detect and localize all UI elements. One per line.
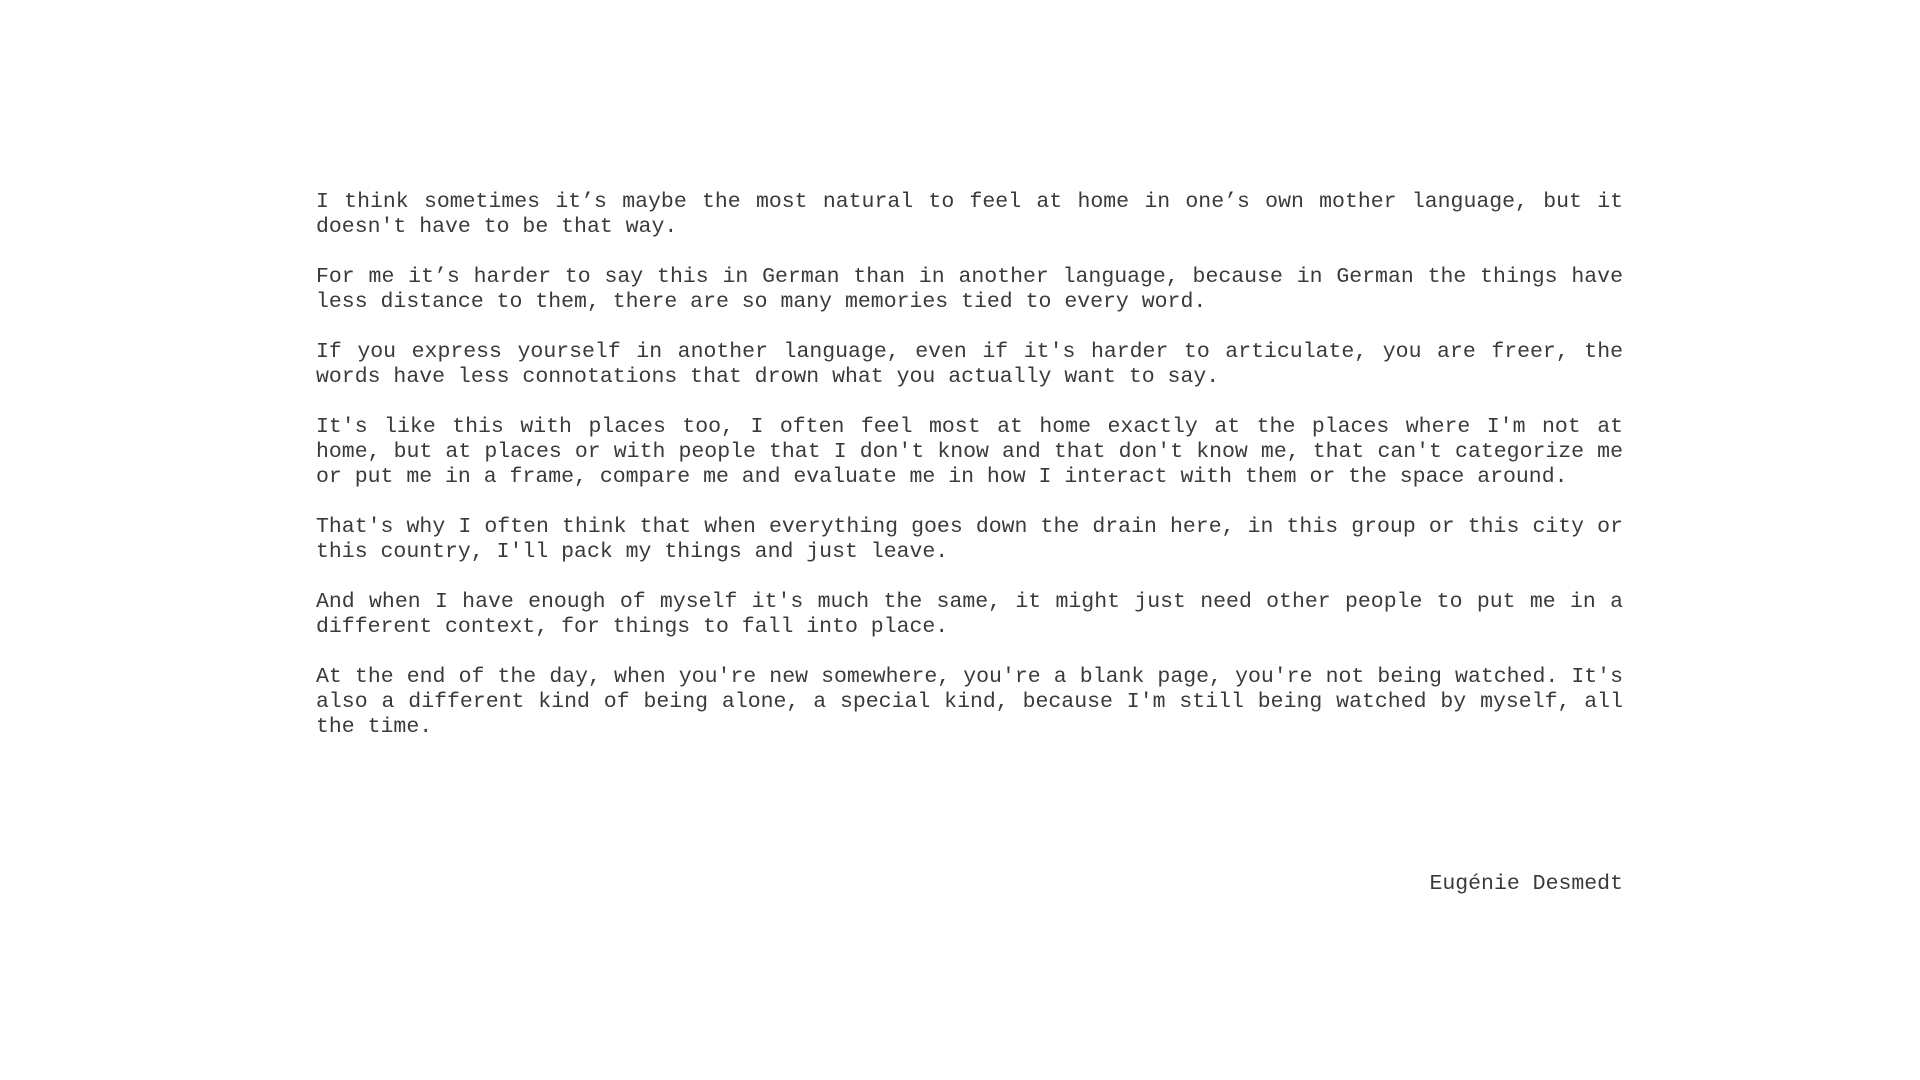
paragraph: It's like this with places too, I often feel most at home exactly at the places where I'm not at home, but at places or with people that I don't know and that don't know me, that can't categorize me or put me in a frame, compare me and evaluate me in how I interact with them or the space around.: [316, 415, 1623, 489]
paragraph: And when I have enough of myself it's much the same, it might just need other people to put me in a different context, for things to fall into place.: [316, 590, 1623, 639]
text-block: [316, 190, 1623, 765]
paragraph: If you express yourself in another language, even if it's harder to articulate, you are freer, the words have less connotations that drown what you actually want to say.: [316, 340, 1623, 389]
paragraph: For me it’s harder to say this in German than in another language, because in German the things have less distance to them, there are so many memories tied to every word.: [316, 265, 1623, 314]
author-signature: Eugénie Desmedt: [1429, 872, 1623, 896]
paragraph: I think sometimes it’s maybe the most natural to feel at home in one’s own mother language, but it doesn't have to be that way.: [316, 190, 1623, 239]
paragraph: At the end of the day, when you're new somewhere, you're a blank page, you're not being watched. It's also a different kind of being alone, a special kind, because I'm still being watched by myself, all the time.: [316, 665, 1623, 739]
paragraph: That's why I often think that when everything goes down the drain here, in this group or this city or this country, I'll pack my things and just leave.: [316, 515, 1623, 564]
